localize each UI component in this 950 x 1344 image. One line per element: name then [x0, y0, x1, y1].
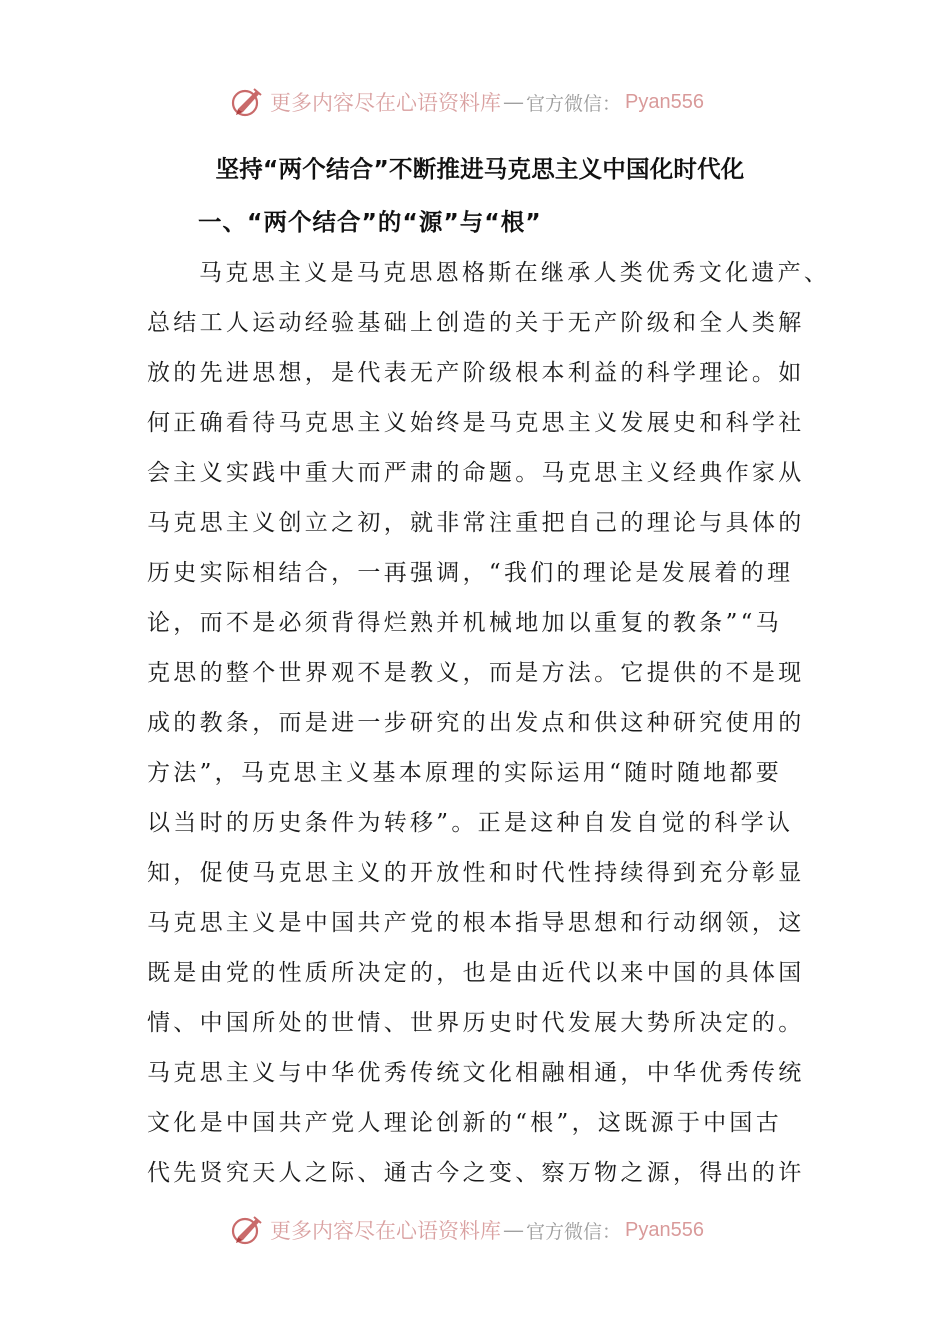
body-line: 马克思主义是中国共产党的根本指导思想和行动纲领，这 [147, 910, 805, 936]
body-line: 情、中国所处的世情、世界历史时代发展大势所决定的。 [147, 1010, 805, 1036]
body-line: 论，而不是必须背得烂熟并机械地加以重复的教条”“马 [147, 610, 783, 636]
watermark-wechat-id: Pyan556 [625, 90, 704, 113]
watermark-sub-text: 官方微信： [526, 92, 622, 115]
footer-watermark [230, 1210, 704, 1250]
header-watermark [230, 82, 704, 122]
body-line: 文化是中国共产党人理论创新的“根”，这既源于中国古 [147, 1110, 783, 1136]
body-line: 知，促使马克思主义的开放性和时代性持续得到充分彰显 [147, 860, 805, 886]
watermark-sub-text: 官方微信： [526, 1220, 622, 1243]
watermark-main-text: 更多内容尽在心语资料库 [270, 1219, 501, 1243]
body-line: 放的先进思想，是代表无产阶级根本利益的科学理论。如 [147, 360, 805, 386]
watermark-main-text: 更多内容尽在心语资料库 [270, 91, 501, 115]
body-paragraph [147, 248, 831, 1198]
body-line: 代先贤究天人之际、通古今之变、察万物之源，得出的许 [147, 1160, 805, 1186]
document-title: 坚持“两个结合”不断推进马克思主义中国化时代化 [215, 155, 745, 183]
body-line: 总结工人运动经验基础上创造的关于无产阶级和全人类解 [147, 310, 805, 336]
body-line: 既是由党的性质所决定的，也是由近代以来中国的具体国 [147, 960, 805, 986]
body-line: 马克思主义是马克思恩格斯在继承人类优秀文化遗产、 [199, 260, 831, 286]
watermark-dash: — [503, 1218, 524, 1242]
section-heading: 一、“两个结合”的“源”与“根” [198, 208, 542, 236]
body-line: 以当时的历史条件为转移”。正是这种自发自觉的科学认 [147, 810, 794, 836]
pen-logo-icon [230, 1213, 264, 1247]
body-line: 马克思主义创立之初，就非常注重把自己的理论与具体的 [147, 510, 805, 536]
body-line: 克思的整个世界观不是教义，而是方法。它提供的不是现 [147, 660, 805, 686]
body-line: 马克思主义与中华优秀传统文化相融相通，中华优秀传统 [147, 1060, 805, 1086]
pen-logo-icon [230, 85, 264, 119]
body-line: 成的教条，而是进一步研究的出发点和供这种研究使用的 [147, 710, 805, 736]
body-line: 会主义实践中重大而严肃的命题。马克思主义经典作家从 [147, 460, 805, 486]
body-line: 历史实际相结合，一再强调，“我们的理论是发展着的理 [147, 560, 794, 586]
watermark-dash: — [503, 90, 524, 114]
watermark-wechat-id: Pyan556 [625, 1218, 704, 1241]
body-line: 何正确看待马克思主义始终是马克思主义发展史和科学社 [147, 410, 805, 436]
body-line: 方法”，马克思主义基本原理的实际运用“随时随地都要 [147, 760, 783, 786]
